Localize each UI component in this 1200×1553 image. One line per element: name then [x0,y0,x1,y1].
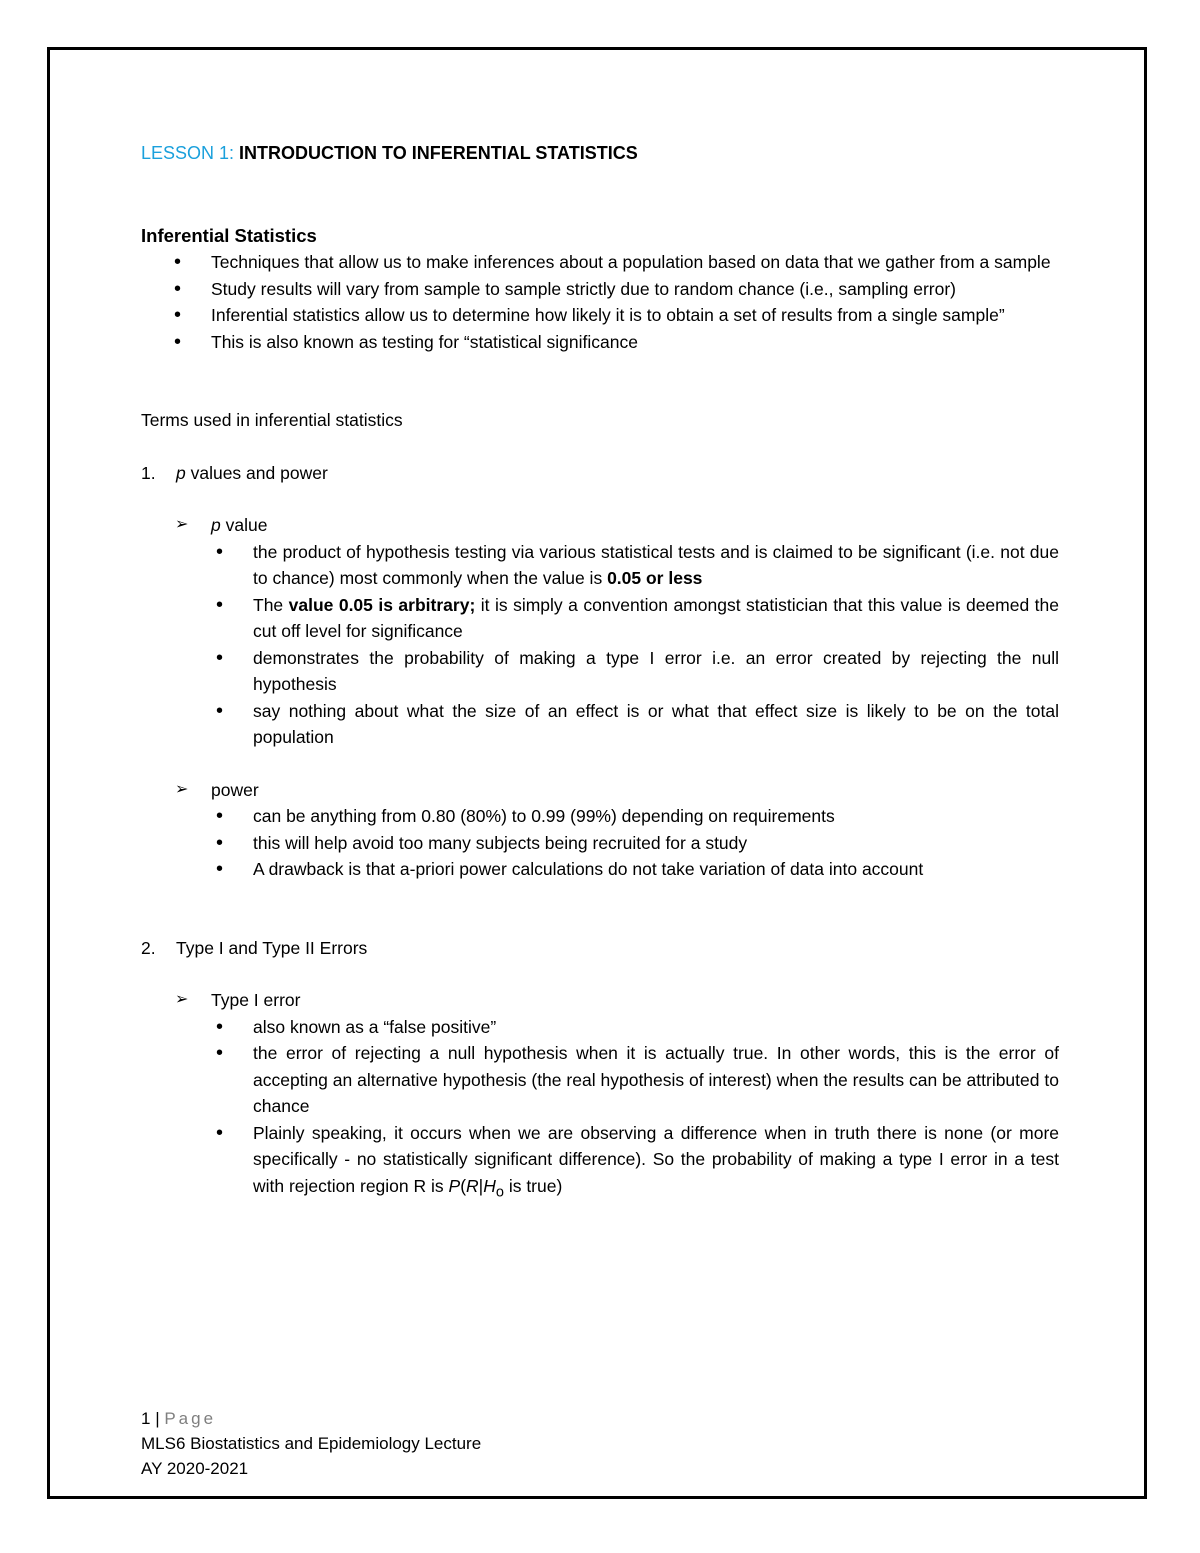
page-separator: | [150,1409,165,1428]
subheading-power [141,777,1059,804]
academic-year: AY 2020-2021 [141,1459,249,1478]
arrow-bullet-icon: ➢ [175,991,189,1008]
bold-text: value 0.05 is arbitrary; [288,594,476,615]
power-list [141,803,1059,883]
text: The [253,594,289,615]
type-i-error-list [141,1014,1059,1206]
numbered-item-1 [141,460,1059,487]
list-item: • demonstrates the probability of making a type I error i.e. an error created by rejecting the null hypothesis [141,645,1059,698]
item-label: Type I and Type II Errors [176,937,368,958]
text: Plainly speaking, it occurs when we are observing a difference when in truth there is none (or more specifically - no statistically significant difference). So the probability of making a type I error in a test with rejection region R is [253,1122,1059,1196]
list-item: • Study results will vary from sample to sample strictly due to random chance (i.e., sampling error) [141,276,1059,303]
document-body [141,140,1059,1206]
lesson-title-text: INTRODUCTION TO INFERENTIAL STATISTICS [234,143,638,163]
subheading-label: value [220,515,268,535]
page-number-line [141,1406,481,1431]
list-item: • This is also known as testing for “statistical significance [141,329,1059,356]
list-item: • also known as a “false positive” [141,1014,1059,1041]
item-number: 2. [141,937,156,958]
formula-p: P [448,1175,461,1196]
list-item: • Techniques that allow us to make inferences about a population based on data that we gather from a sample [141,249,1059,276]
formula-open-paren: ( [460,1175,467,1196]
subheading-type-i-error [141,987,1059,1014]
formula-h: H [483,1175,496,1196]
list-item [141,1120,1059,1206]
formula-subscript: o [495,1184,504,1200]
subheading-label: power [211,779,259,800]
arrow-bullet-icon: ➢ [175,780,189,798]
lesson-title [141,140,1059,167]
list-item: • this will help avoid too many subjects being recruited for a study [141,830,1059,857]
list-item: • Inferential statistics allow us to determine how likely it is to obtain a set of results from a single sample” [141,302,1059,329]
inferential-statistics-list [141,249,1059,355]
list-item: • A drawback is that a-priori power calculations do not take variation of data into account [141,856,1059,883]
numbered-item-2 [141,935,1059,962]
item-label: values and power [185,462,328,483]
item-number: 1. [141,462,156,483]
lesson-label: LESSON 1: [141,143,235,163]
arrow-bullet-icon: ➢ [175,516,189,533]
p-symbol: p [211,515,221,535]
text: is true) [503,1175,563,1196]
list-item [141,592,1059,645]
bold-text: 0.05 or less [607,568,703,588]
list-item: • the error of rejecting a null hypothesis when it is actually true. In other words, this is the error of accepting an alternative hypothesis (the real hypothesis of interest) when the results can be attributed to chance [141,1040,1059,1120]
list-item [141,539,1059,592]
p-symbol: p [176,462,186,483]
list-item: • say nothing about what the size of an effect is or what that effect size is likely to be on the total population [141,698,1059,751]
page-word: Page [164,1409,217,1428]
p-value-list [141,539,1059,751]
section-heading-inferential-statistics: Inferential Statistics [141,224,317,246]
page-footer [141,1406,481,1481]
formula-bar: | [478,1175,484,1196]
course-name: MLS6 Biostatistics and Epidemiology Lecture [141,1434,482,1453]
text: the product of hypothesis testing via various statistical tests and is claimed to be significant (i.e. not due to chance) most commonly when the value is [253,541,1059,588]
terms-intro: Terms used in inferential statistics [141,410,403,430]
list-item: • can be anything from 0.80 (80%) to 0.99 (99%) depending on requirements [141,803,1059,830]
text: it is simply a convention amongst statistician that this value is deemed the cut off level for significance [253,594,1059,641]
subheading-label: Type I error [211,990,301,1010]
formula-r: R [466,1175,479,1196]
subheading-p-value [141,512,1059,539]
page-number: 1 [141,1409,151,1428]
